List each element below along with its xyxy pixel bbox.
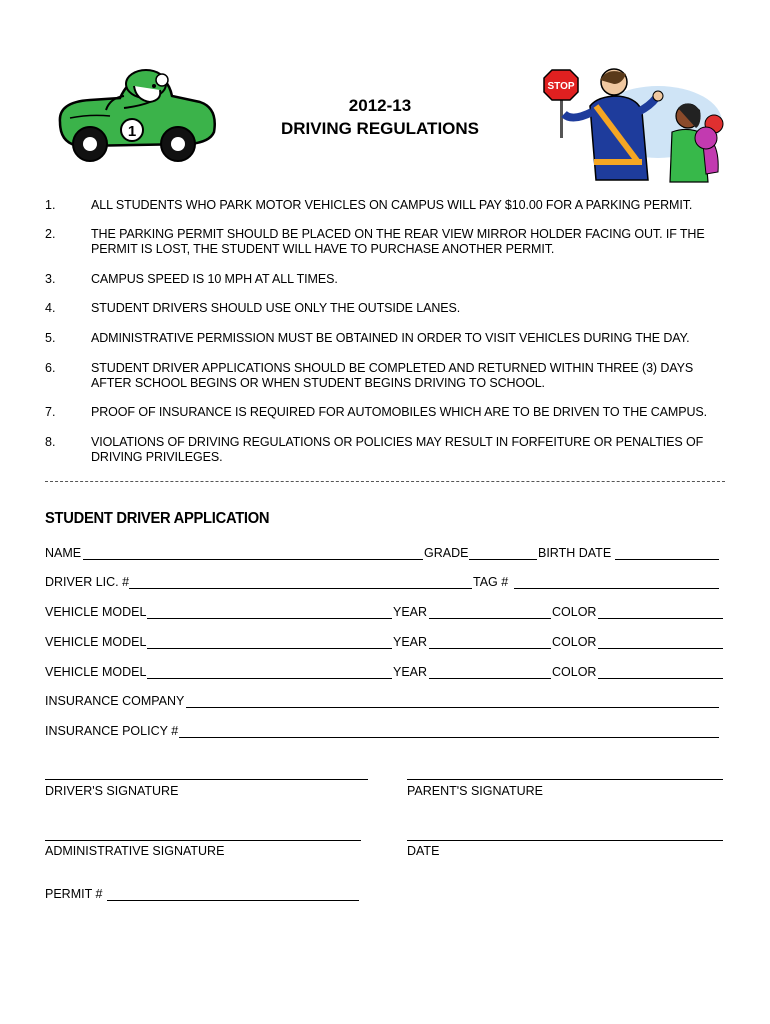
vehicle-model-field[interactable] [147, 648, 392, 649]
driver-license-row [45, 575, 725, 591]
driver-lic-label: DRIVER LIC. # [45, 575, 130, 589]
application-title: STUDENT DRIVER APPLICATION [45, 510, 270, 527]
rule-text: ADMINISTRATIVE PERMISSION MUST BE OBTAINED IN ORDER TO VISIT VEHICLES DURING THE DAY. [91, 331, 690, 345]
rule-number: 1. [45, 198, 56, 212]
insurance-policy-field[interactable] [179, 737, 719, 738]
rule-text: STUDENT DRIVERS SHOULD USE ONLY THE OUTSIDE LANES. [91, 301, 461, 315]
color-field[interactable] [598, 678, 723, 679]
insurance-company-row [45, 694, 725, 710]
insurance-policy-row [45, 724, 725, 740]
car-number: 1 [127, 123, 137, 140]
rule-number: 7. [45, 405, 56, 419]
crossing-guard-clipart [538, 62, 728, 190]
year-field[interactable] [429, 678, 551, 679]
rule-text: ALL STUDENTS WHO PARK MOTOR VEHICLES ON CAMPUS WILL PAY $10.00 FOR A PARKING PERMIT. [91, 198, 693, 212]
insurance-company-label: INSURANCE COMPANY [45, 694, 185, 708]
rule-text: PROOF OF INSURANCE IS REQUIRED FOR AUTOMOBILES WHICH ARE TO BE DRIVEN TO THE CAMPUS. [91, 405, 708, 419]
birth-date-field[interactable] [615, 559, 719, 560]
vehicle-model-label: VEHICLE MODEL [45, 635, 147, 649]
grade-field[interactable] [469, 559, 537, 560]
admin-signature-line[interactable] [45, 840, 361, 841]
color-label: COLOR [552, 665, 597, 679]
permit-row [45, 887, 725, 903]
school-year: 2012-13 [348, 96, 412, 115]
page-title: DRIVING REGULATIONS [280, 119, 480, 138]
year-label: YEAR [393, 665, 428, 679]
year-label: YEAR [393, 635, 428, 649]
year-label: YEAR [393, 605, 428, 619]
vehicle-model-field[interactable] [147, 678, 392, 679]
parents-signature-line[interactable] [407, 779, 723, 780]
race-car-clipart [50, 62, 220, 172]
date-label: DATE [407, 844, 440, 858]
color-label: COLOR [552, 635, 597, 649]
tag-field[interactable] [514, 588, 719, 589]
vehicle-model-field[interactable] [147, 618, 392, 619]
rule-number: 8. [45, 435, 56, 449]
date-line[interactable] [407, 840, 723, 841]
year-field[interactable] [429, 618, 551, 619]
rule-text: CAMPUS SPEED IS 10 MPH AT ALL TIMES. [91, 272, 338, 286]
vehicle-row [45, 635, 725, 651]
color-label: COLOR [552, 605, 597, 619]
vehicle-row [45, 605, 725, 621]
birth-date-label: BIRTH DATE [538, 546, 612, 560]
rule-number: 4. [45, 301, 56, 315]
drivers-signature-label: DRIVER'S SIGNATURE [45, 784, 179, 798]
admin-signature-label: ADMINISTRATIVE SIGNATURE [45, 844, 225, 858]
rule-number: 5. [45, 331, 56, 345]
drivers-signature-line[interactable] [45, 779, 368, 780]
parents-signature-label: PARENT'S SIGNATURE [407, 784, 543, 798]
rule-text: THE PARKING PERMIT SHOULD BE PLACED ON THE REAR VIEW MIRROR HOLDER FACING OUT. IF THE PERMIT IS LOST, THE STUDENT WILL HAVE TO PURCHASE ANOTHER PERMIT. [91, 227, 705, 256]
color-field[interactable] [598, 648, 723, 649]
vehicle-row [45, 665, 725, 681]
insurance-company-field[interactable] [186, 707, 719, 708]
driver-lic-field[interactable] [129, 588, 472, 589]
rule-number: 3. [45, 272, 56, 286]
rule-text: STUDENT DRIVER APPLICATIONS SHOULD BE COMPLETED AND RETURNED WITHIN THREE (3) DAYS AFTER SCHOOL BEGINS OR WHEN STUDENT BEGINS DRIVING TO SCHOOL. [91, 361, 694, 390]
permit-label: PERMIT # [45, 887, 103, 901]
vehicle-model-label: VEHICLE MODEL [45, 665, 147, 679]
grade-label: GRADE [424, 546, 469, 560]
vehicle-model-label: VEHICLE MODEL [45, 605, 147, 619]
insurance-policy-label: INSURANCE POLICY # [45, 724, 179, 738]
permit-field[interactable] [107, 900, 359, 901]
document-title-block [230, 94, 530, 140]
year-field[interactable] [429, 648, 551, 649]
rule-number: 6. [45, 361, 56, 375]
color-field[interactable] [598, 618, 723, 619]
stop-sign-text: STOP [547, 81, 575, 92]
name-label: NAME [45, 546, 82, 560]
rule-number: 2. [45, 227, 56, 241]
tag-label: TAG # [473, 575, 509, 589]
name-field[interactable] [83, 559, 423, 560]
dashed-cut-line [45, 481, 725, 482]
name-row [45, 546, 725, 562]
rule-text: VIOLATIONS OF DRIVING REGULATIONS OR POLICIES MAY RESULT IN FORFEITURE OR PENALTIES OF DRIVING PRIVILEGES. [91, 435, 704, 464]
